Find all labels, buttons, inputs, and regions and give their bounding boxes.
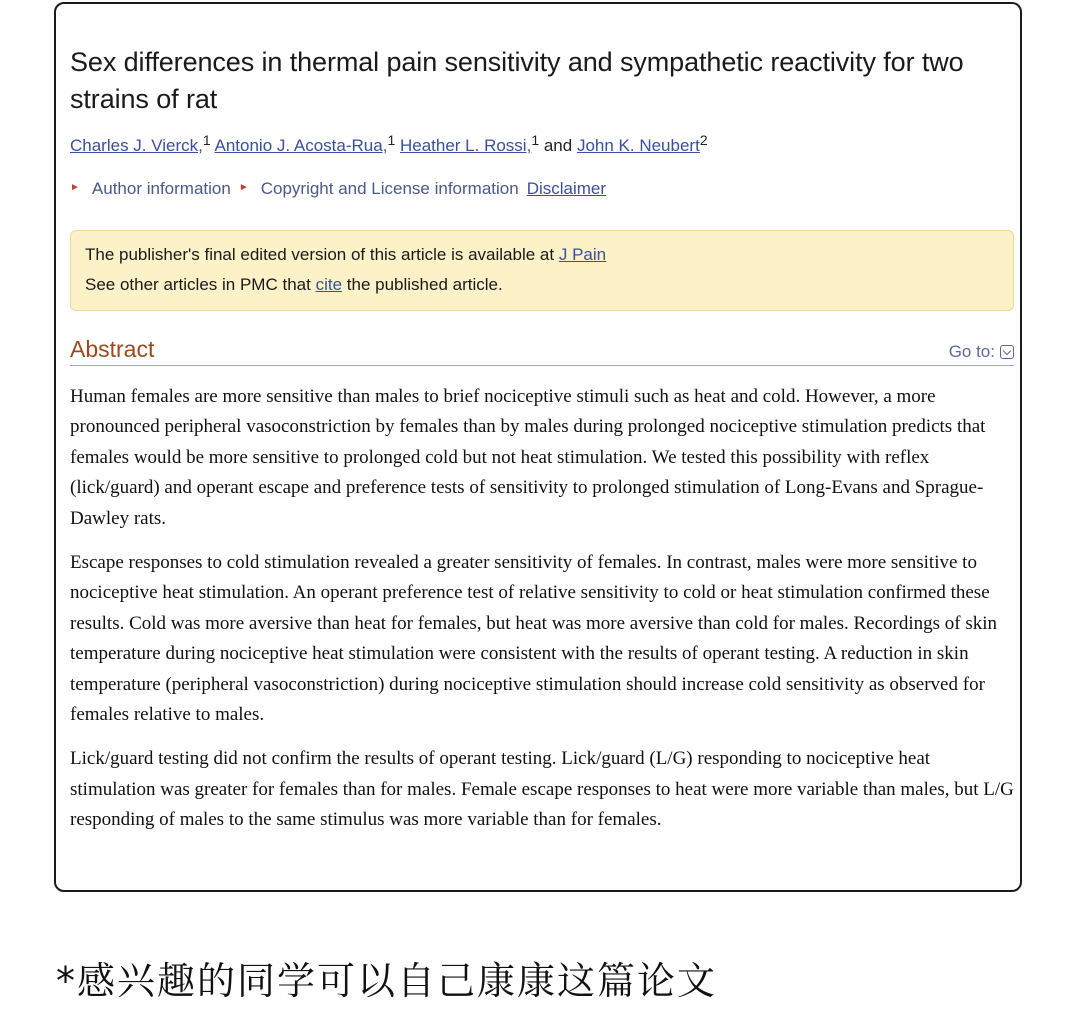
chevron-down-icon: [1000, 345, 1014, 359]
abstract-paragraph: Escape responses to cold stimulation revealed a greater sensitivity of females. In contrast, males were more sensitive to nociceptive heat stimulation. An operant preference test of relative sensitivity to cold or heat stimulation confirmed these results. Cold was more aversive than heat for females, but heat was more aversive than cold for males. Recordings of skin temperature during nociceptive heat stimulation were consistent with the results of operant testing. A reduction in skin temperature (peripheral vasoconstriction) during nociceptive stimulation should increase cold sensitivity as observed for females relative to males.: [70, 552, 998, 726]
authors-and-text: and: [543, 136, 573, 155]
notice-line-2-text: See other articles in PMC that: [85, 275, 311, 294]
caption-note: *感兴趣的同学可以自己康康这篇论文: [56, 959, 718, 1003]
publisher-notice: [70, 230, 1014, 311]
author-affiliation-sup: 1: [387, 132, 396, 148]
notice-line-1-text: The publisher's final edited version of this article is available at: [85, 245, 555, 264]
disclaimer-link[interactable]: Disclaimer: [526, 179, 607, 198]
article-info-row: [70, 178, 1014, 200]
article-content: [70, 44, 1014, 836]
article-title: Sex differences in thermal pain sensitivity and sympathetic reactivity for two strains of rat: [70, 47, 964, 114]
expand-triangle-icon: ►: [70, 182, 80, 193]
author-affiliation-sup: 1: [531, 132, 540, 148]
goto-menu-button[interactable]: [949, 342, 1014, 363]
abstract-heading: Abstract: [70, 336, 155, 362]
expand-triangle-icon: ►: [238, 182, 249, 193]
copyright-information-toggle[interactable]: Copyright and License information: [260, 179, 519, 198]
author-list: [70, 132, 1014, 157]
notice-line-1: [85, 240, 999, 270]
notice-line-2: [85, 270, 999, 300]
abstract-paragraph: Human females are more sensitive than males to brief nociceptive stimuli such as heat and cold. However, a more pronounced peripheral vasoconstriction by females than by males during prolonged nociceptive stimulation predicts that females would be more sensitive to prolonged cold but not heat stimulation. We tested this possibility with reflex (lick/guard) and operant escape and preference tests of sensitivity to prolonged stimulation of Long-Evans and Sprague-Dawley rats.: [70, 386, 986, 529]
abstract-paragraph: Lick/guard testing did not confirm the results of operant testing. Lick/guard (L/G) responding to nociceptive heat stimulation was greater for females than for males. Female escape responses to heat were more variable than males, but L/G responding of males to the same stimulus was more variable than for females.: [70, 748, 1014, 831]
author-information-toggle[interactable]: Author information: [91, 179, 231, 198]
author-link-neubert[interactable]: John K. Neubert: [576, 136, 700, 155]
article-card: [54, 2, 1022, 892]
author-link-vierck[interactable]: Charles J. Vierck,: [70, 136, 203, 155]
author-affiliation-sup: 1: [202, 132, 211, 148]
goto-label: Go to:: [948, 342, 995, 361]
abstract-section-header: [70, 335, 1014, 366]
journal-link[interactable]: J Pain: [558, 245, 607, 264]
author-link-rossi[interactable]: Heather L. Rossi,: [399, 136, 532, 155]
notice-line-2-suffix: the published article.: [346, 275, 503, 294]
author-affiliation-sup: 2: [699, 132, 708, 148]
author-link-acosta-rua[interactable]: Antonio J. Acosta-Rua,: [214, 136, 388, 155]
cite-link[interactable]: cite: [315, 275, 343, 294]
